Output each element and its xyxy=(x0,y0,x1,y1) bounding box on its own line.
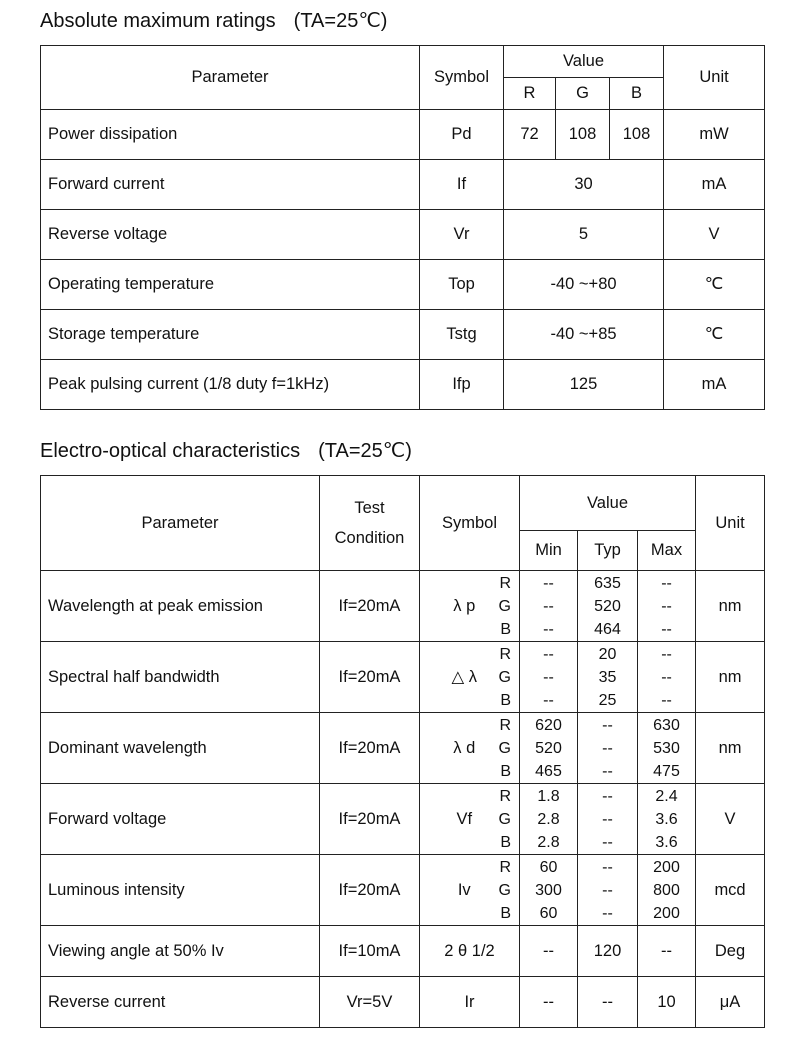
unit-cell: mcd xyxy=(696,855,765,926)
symbol-cell xyxy=(420,855,520,926)
max-g: -- xyxy=(661,597,672,615)
table-row xyxy=(41,260,765,310)
header-test: Test xyxy=(354,499,385,517)
header-symbol: Symbol xyxy=(420,46,504,110)
typ-g: 520 xyxy=(594,597,621,615)
max-cell: 10 xyxy=(638,977,696,1028)
symbol-text: △ λ xyxy=(451,667,478,686)
typ-b: 25 xyxy=(598,691,617,709)
typ-g: -- xyxy=(602,881,613,899)
unit-cell: ℃ xyxy=(664,310,765,360)
color-channel-stack xyxy=(499,856,519,925)
typ-b: -- xyxy=(602,762,613,780)
parameter-cell: Luminous intensity xyxy=(41,855,320,926)
color-channel-stack xyxy=(499,785,519,854)
unit-cell: mW xyxy=(664,110,765,160)
parameter-cell: Forward current xyxy=(41,160,420,210)
min-b: -- xyxy=(543,620,554,638)
typ-cell xyxy=(578,784,638,855)
parameter-cell: Operating temperature xyxy=(41,260,420,310)
parameter-cell: Forward voltage xyxy=(41,784,320,855)
typ-b: 464 xyxy=(594,620,621,638)
channel-b: B xyxy=(500,620,511,638)
typ-cell xyxy=(578,855,638,926)
max-b: 200 xyxy=(653,904,680,922)
header-g: G xyxy=(556,78,610,110)
table-row xyxy=(41,784,765,855)
table-row xyxy=(41,160,765,210)
typ-cell xyxy=(578,713,638,784)
unit-cell: ℃ xyxy=(664,260,765,310)
channel-r: R xyxy=(499,787,511,805)
color-channel-stack xyxy=(499,643,519,712)
channel-b: B xyxy=(500,833,511,851)
section1-heading xyxy=(40,8,387,33)
min-g: 520 xyxy=(535,739,562,757)
typ-r: -- xyxy=(602,716,613,734)
symbol-cell: Tstg xyxy=(420,310,504,360)
min-g: 300 xyxy=(535,881,562,899)
channel-g: G xyxy=(498,810,511,828)
unit-cell: nm xyxy=(696,642,765,713)
electro-optical-table xyxy=(40,475,765,1028)
table-row xyxy=(41,360,765,410)
parameter-cell: Wavelength at peak emission xyxy=(41,571,320,642)
typ-r: -- xyxy=(602,858,613,876)
max-g: 800 xyxy=(653,881,680,899)
max-b: -- xyxy=(661,620,672,638)
typ-b: -- xyxy=(602,904,613,922)
typ-cell xyxy=(578,642,638,713)
min-cell xyxy=(520,713,578,784)
symbol-cell: Ir xyxy=(420,977,520,1028)
min-cell xyxy=(520,855,578,926)
table-row xyxy=(41,571,765,642)
min-r: 1.8 xyxy=(537,787,560,805)
table-row xyxy=(41,110,765,160)
color-channel-stack xyxy=(499,714,519,783)
min-b: 465 xyxy=(535,762,562,780)
min-b: -- xyxy=(543,691,554,709)
symbol-cell xyxy=(420,571,520,642)
typ-b: -- xyxy=(602,833,613,851)
value-cell: 30 xyxy=(504,160,664,210)
min-g: 2.8 xyxy=(537,810,560,828)
typ-r: 20 xyxy=(598,645,617,663)
max-b: 3.6 xyxy=(655,833,678,851)
table-row xyxy=(41,855,765,926)
header-value: Value xyxy=(520,476,696,531)
table-row xyxy=(41,977,765,1028)
value-cell: -40 ~+85 xyxy=(504,310,664,360)
test-cell: If=10mA xyxy=(320,926,420,977)
color-channel-stack xyxy=(499,572,519,641)
symbol-cell: If xyxy=(420,160,504,210)
symbol-text: Iv xyxy=(457,880,471,899)
parameter-cell: Peak pulsing current (1/8 duty f=1kHz) xyxy=(41,360,420,410)
symbol-cell: Pd xyxy=(420,110,504,160)
symbol-cell: 2 θ 1/2 xyxy=(420,926,520,977)
unit-cell: V xyxy=(664,210,765,260)
test-cell: If=20mA xyxy=(320,855,420,926)
unit-cell: μA xyxy=(696,977,765,1028)
max-g: 3.6 xyxy=(655,810,678,828)
unit-cell: V xyxy=(696,784,765,855)
absolute-ratings-table xyxy=(40,45,765,410)
max-b: -- xyxy=(661,691,672,709)
min-cell xyxy=(520,642,578,713)
typ-cell: 120 xyxy=(578,926,638,977)
parameter-cell: Spectral half bandwidth xyxy=(41,642,320,713)
parameter-cell: Reverse current xyxy=(41,977,320,1028)
value-cell: -40 ~+80 xyxy=(504,260,664,310)
symbol-text: λ d xyxy=(453,738,476,757)
value-cell: 5 xyxy=(504,210,664,260)
typ-r: -- xyxy=(602,787,613,805)
header-min: Min xyxy=(520,531,578,571)
header-parameter: Parameter xyxy=(41,46,420,110)
value-r-cell: 72 xyxy=(504,110,556,160)
test-cell: If=20mA xyxy=(320,713,420,784)
table-row xyxy=(41,310,765,360)
table-header-row xyxy=(41,46,765,78)
channel-r: R xyxy=(499,645,511,663)
channel-g: G xyxy=(498,739,511,757)
header-typ: Typ xyxy=(578,531,638,571)
unit-cell: mA xyxy=(664,160,765,210)
max-r: 200 xyxy=(653,858,680,876)
min-cell xyxy=(520,571,578,642)
unit-cell: nm xyxy=(696,571,765,642)
min-b: 2.8 xyxy=(537,833,560,851)
min-b: 60 xyxy=(539,904,558,922)
header-b: B xyxy=(610,78,664,110)
symbol-text: Vf xyxy=(456,809,473,828)
channel-g: G xyxy=(498,668,511,686)
value-cell: 125 xyxy=(504,360,664,410)
header-symbol: Symbol xyxy=(420,476,520,571)
typ-g: 35 xyxy=(598,668,617,686)
header-value: Value xyxy=(504,46,664,78)
max-cell: -- xyxy=(638,926,696,977)
max-g: 530 xyxy=(653,739,680,757)
min-r: -- xyxy=(543,574,554,592)
min-g: -- xyxy=(543,597,554,615)
max-cell xyxy=(638,571,696,642)
min-cell: -- xyxy=(520,977,578,1028)
header-r: R xyxy=(504,78,556,110)
max-b: 475 xyxy=(653,762,680,780)
typ-cell: -- xyxy=(578,977,638,1028)
symbol-text: λ p xyxy=(453,596,476,615)
test-cell: If=20mA xyxy=(320,642,420,713)
max-r: 630 xyxy=(653,716,680,734)
section1-title: Absolute maximum ratings xyxy=(40,10,276,32)
unit-cell: nm xyxy=(696,713,765,784)
table-header-row xyxy=(41,476,765,531)
max-cell xyxy=(638,784,696,855)
table-row xyxy=(41,642,765,713)
section2-heading xyxy=(40,438,412,463)
header-condition: Condition xyxy=(334,529,405,547)
test-cell: If=20mA xyxy=(320,784,420,855)
section1-condition: (TA=25℃) xyxy=(293,10,388,32)
typ-g: -- xyxy=(602,810,613,828)
symbol-cell xyxy=(420,713,520,784)
symbol-cell xyxy=(420,784,520,855)
header-unit: Unit xyxy=(664,46,765,110)
table-row xyxy=(41,926,765,977)
max-cell xyxy=(638,642,696,713)
header-max: Max xyxy=(638,531,696,571)
test-cell: If=20mA xyxy=(320,571,420,642)
min-r: -- xyxy=(543,645,554,663)
section2-title: Electro-optical characteristics xyxy=(40,440,301,462)
min-r: 620 xyxy=(535,716,562,734)
table-row xyxy=(41,713,765,784)
channel-r: R xyxy=(499,858,511,876)
parameter-cell: Reverse voltage xyxy=(41,210,420,260)
channel-g: G xyxy=(498,881,511,899)
min-cell: -- xyxy=(520,926,578,977)
symbol-cell: Top xyxy=(420,260,504,310)
channel-r: R xyxy=(499,574,511,592)
value-b-cell: 108 xyxy=(610,110,664,160)
channel-b: B xyxy=(500,691,511,709)
header-test-condition xyxy=(320,476,420,571)
channel-b: B xyxy=(500,904,511,922)
header-parameter: Parameter xyxy=(41,476,320,571)
section2-condition: (TA=25℃) xyxy=(318,440,412,462)
parameter-cell: Power dissipation xyxy=(41,110,420,160)
typ-cell xyxy=(578,571,638,642)
channel-r: R xyxy=(499,716,511,734)
test-cell: Vr=5V xyxy=(320,977,420,1028)
typ-g: -- xyxy=(602,739,613,757)
parameter-cell: Storage temperature xyxy=(41,310,420,360)
symbol-cell: Ifp xyxy=(420,360,504,410)
parameter-cell: Dominant wavelength xyxy=(41,713,320,784)
channel-g: G xyxy=(498,597,511,615)
typ-r: 635 xyxy=(594,574,621,592)
value-g-cell: 108 xyxy=(556,110,610,160)
max-cell xyxy=(638,855,696,926)
min-g: -- xyxy=(543,668,554,686)
symbol-cell: Vr xyxy=(420,210,504,260)
unit-cell: mA xyxy=(664,360,765,410)
parameter-cell: Viewing angle at 50% Iv xyxy=(41,926,320,977)
max-g: -- xyxy=(661,668,672,686)
min-r: 60 xyxy=(539,858,558,876)
min-cell xyxy=(520,784,578,855)
max-r: -- xyxy=(661,645,672,663)
channel-b: B xyxy=(500,762,511,780)
symbol-cell xyxy=(420,642,520,713)
max-cell xyxy=(638,713,696,784)
unit-cell: Deg xyxy=(696,926,765,977)
header-unit: Unit xyxy=(696,476,765,571)
table-row xyxy=(41,210,765,260)
max-r: -- xyxy=(661,574,672,592)
max-r: 2.4 xyxy=(655,787,678,805)
